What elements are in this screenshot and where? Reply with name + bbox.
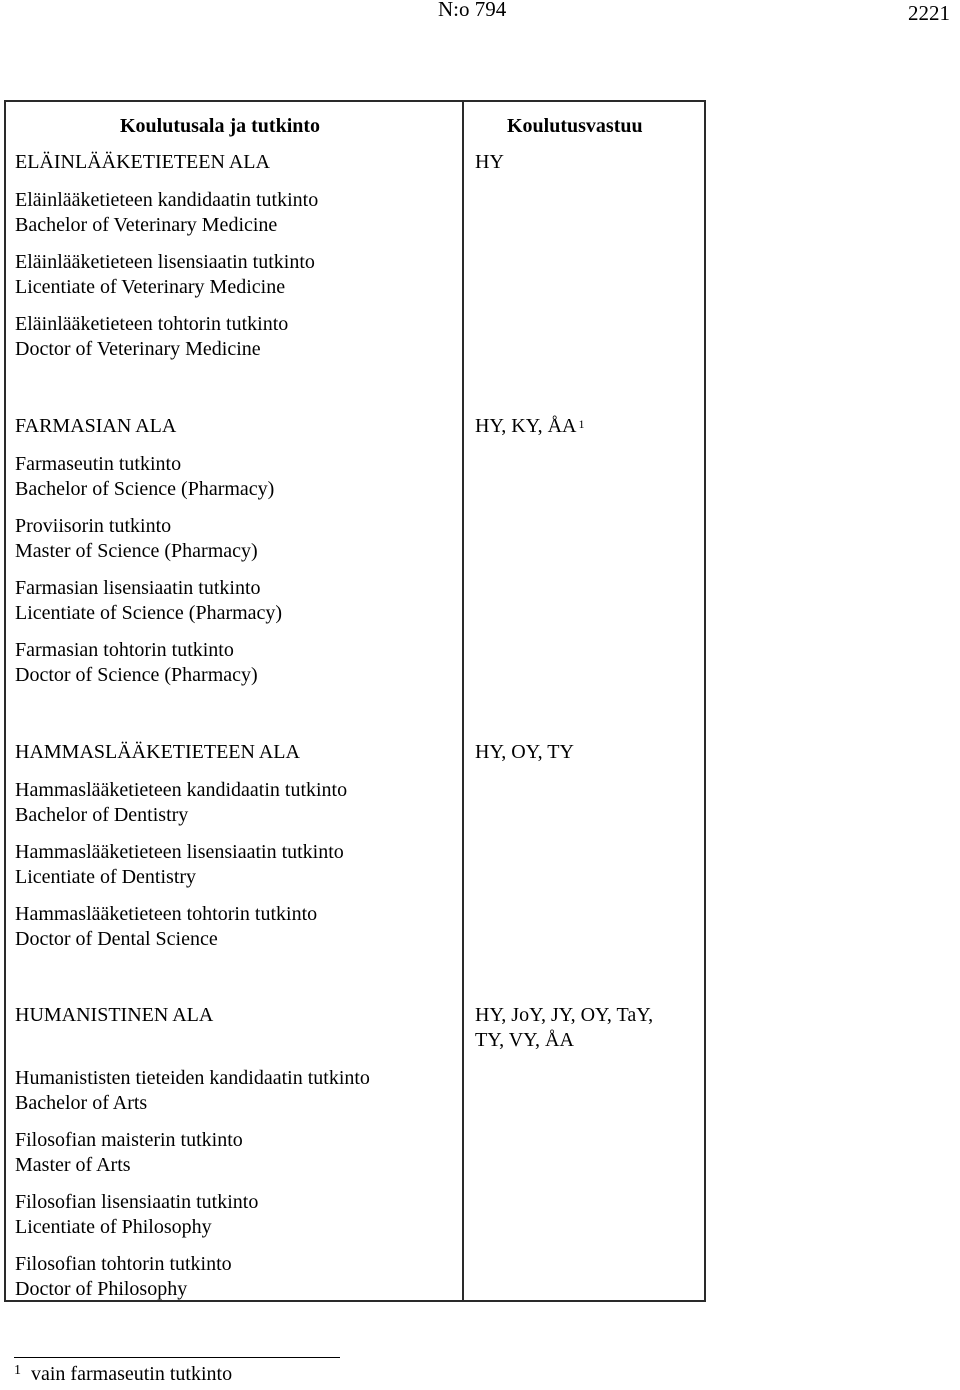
degree-entry (15, 312, 460, 362)
footnote-text: vain farmaseutin tutkinto (31, 1363, 233, 1385)
degree-name-en: Bachelor of Arts (15, 1092, 148, 1114)
responsibility-dentistry (475, 740, 703, 765)
column-header-field: Koulutusala ja tutkinto (120, 115, 321, 137)
degree-name-fi: Hammaslääketieteen lisensiaatin tutkinto (15, 841, 344, 863)
section-pharmacy (15, 414, 460, 700)
degree-name-fi: Humanististen tieteiden kandidaatin tutkinto (15, 1067, 370, 1089)
degree-name-fi: Eläinlääketieteen lisensiaatin tutkinto (15, 251, 315, 273)
footnote-mark: 1 (14, 1363, 21, 1378)
degree-entry (15, 1252, 460, 1302)
degree-entry (15, 514, 460, 564)
responsibility-text-line: TY, VY, ÅA (475, 1029, 574, 1051)
degree-name-en: Master of Science (Pharmacy) (15, 540, 258, 562)
section-humanities (15, 1003, 460, 1314)
responsibility-pharmacy (475, 414, 703, 439)
page-number-left: N:o 794 (438, 0, 507, 21)
responsibility-veterinary-medicine (475, 150, 703, 175)
section-title: HAMMASLÄÄKETIETEEN ALA (15, 741, 300, 763)
degree-name-fi: Eläinlääketieteen tohtorin tutkinto (15, 313, 289, 335)
degree-name-en: Bachelor of Science (Pharmacy) (15, 478, 275, 500)
degree-name-en: Bachelor of Dentistry (15, 804, 189, 826)
degree-entry (15, 902, 460, 952)
degree-entry (15, 1128, 460, 1178)
degree-name-en: Licentiate of Philosophy (15, 1216, 212, 1238)
section-veterinary-medicine (15, 150, 460, 374)
responsibility-text: HY, OY, TY (475, 741, 574, 763)
degree-name-en: Doctor of Veterinary Medicine (15, 338, 261, 360)
degree-name-fi: Eläinlääketieteen kandidaatin tutkinto (15, 189, 319, 211)
degree-entry (15, 638, 460, 688)
degree-name-en: Doctor of Philosophy (15, 1278, 188, 1300)
degree-name-fi: Farmaseutin tutkinto (15, 453, 182, 475)
degree-name-en: Licentiate of Science (Pharmacy) (15, 602, 283, 624)
responsibility-text: HY, KY, ÅA (475, 415, 577, 437)
degree-name-fi: Proviisorin tutkinto (15, 515, 172, 537)
responsibility-text: HY (475, 151, 504, 173)
footnote-separator (14, 1357, 340, 1358)
degree-name-fi: Filosofian lisensiaatin tutkinto (15, 1191, 259, 1213)
degree-entry (15, 1066, 460, 1116)
degree-name-fi: Filosofian maisterin tutkinto (15, 1129, 243, 1151)
degree-name-en: Doctor of Dental Science (15, 928, 218, 950)
degree-entry (15, 778, 460, 828)
degree-name-fi: Hammaslääketieteen kandidaatin tutkinto (15, 779, 348, 801)
degree-name-fi: Farmasian tohtorin tutkinto (15, 639, 234, 661)
page-number-right: 2221 (908, 1, 950, 25)
degree-entry (15, 1190, 460, 1240)
degree-entry (15, 576, 460, 626)
degree-entry (15, 250, 460, 300)
degree-name-fi: Hammaslääketieteen tohtorin tutkinto (15, 903, 318, 925)
responsibility-humanities (475, 1003, 703, 1053)
column-header-responsibility: Koulutusvastuu (507, 115, 643, 137)
responsibility-text-line: HY, JoY, JY, OY, TaY, (475, 1004, 654, 1026)
degree-entry (15, 452, 460, 502)
section-title: HUMANISTINEN ALA (15, 1004, 214, 1026)
degree-name-en: Doctor of Science (Pharmacy) (15, 664, 258, 686)
degree-name-fi: Farmasian lisensiaatin tutkinto (15, 577, 261, 599)
degree-name-en: Licentiate of Veterinary Medicine (15, 276, 286, 298)
section-title: FARMASIAN ALA (15, 415, 177, 437)
section-title: ELÄINLÄÄKETIETEEN ALA (15, 151, 270, 173)
table-column-divider (462, 100, 464, 1302)
degree-entry (15, 188, 460, 238)
degree-entry (15, 840, 460, 890)
degree-name-en: Master of Arts (15, 1154, 131, 1176)
degree-name-fi: Filosofian tohtorin tutkinto (15, 1253, 232, 1275)
degree-name-en: Licentiate of Dentistry (15, 866, 197, 888)
footnote (14, 1362, 232, 1387)
degree-name-en: Bachelor of Veterinary Medicine (15, 214, 278, 236)
section-dentistry (15, 740, 460, 964)
footnote-reference: 1 (578, 417, 585, 431)
